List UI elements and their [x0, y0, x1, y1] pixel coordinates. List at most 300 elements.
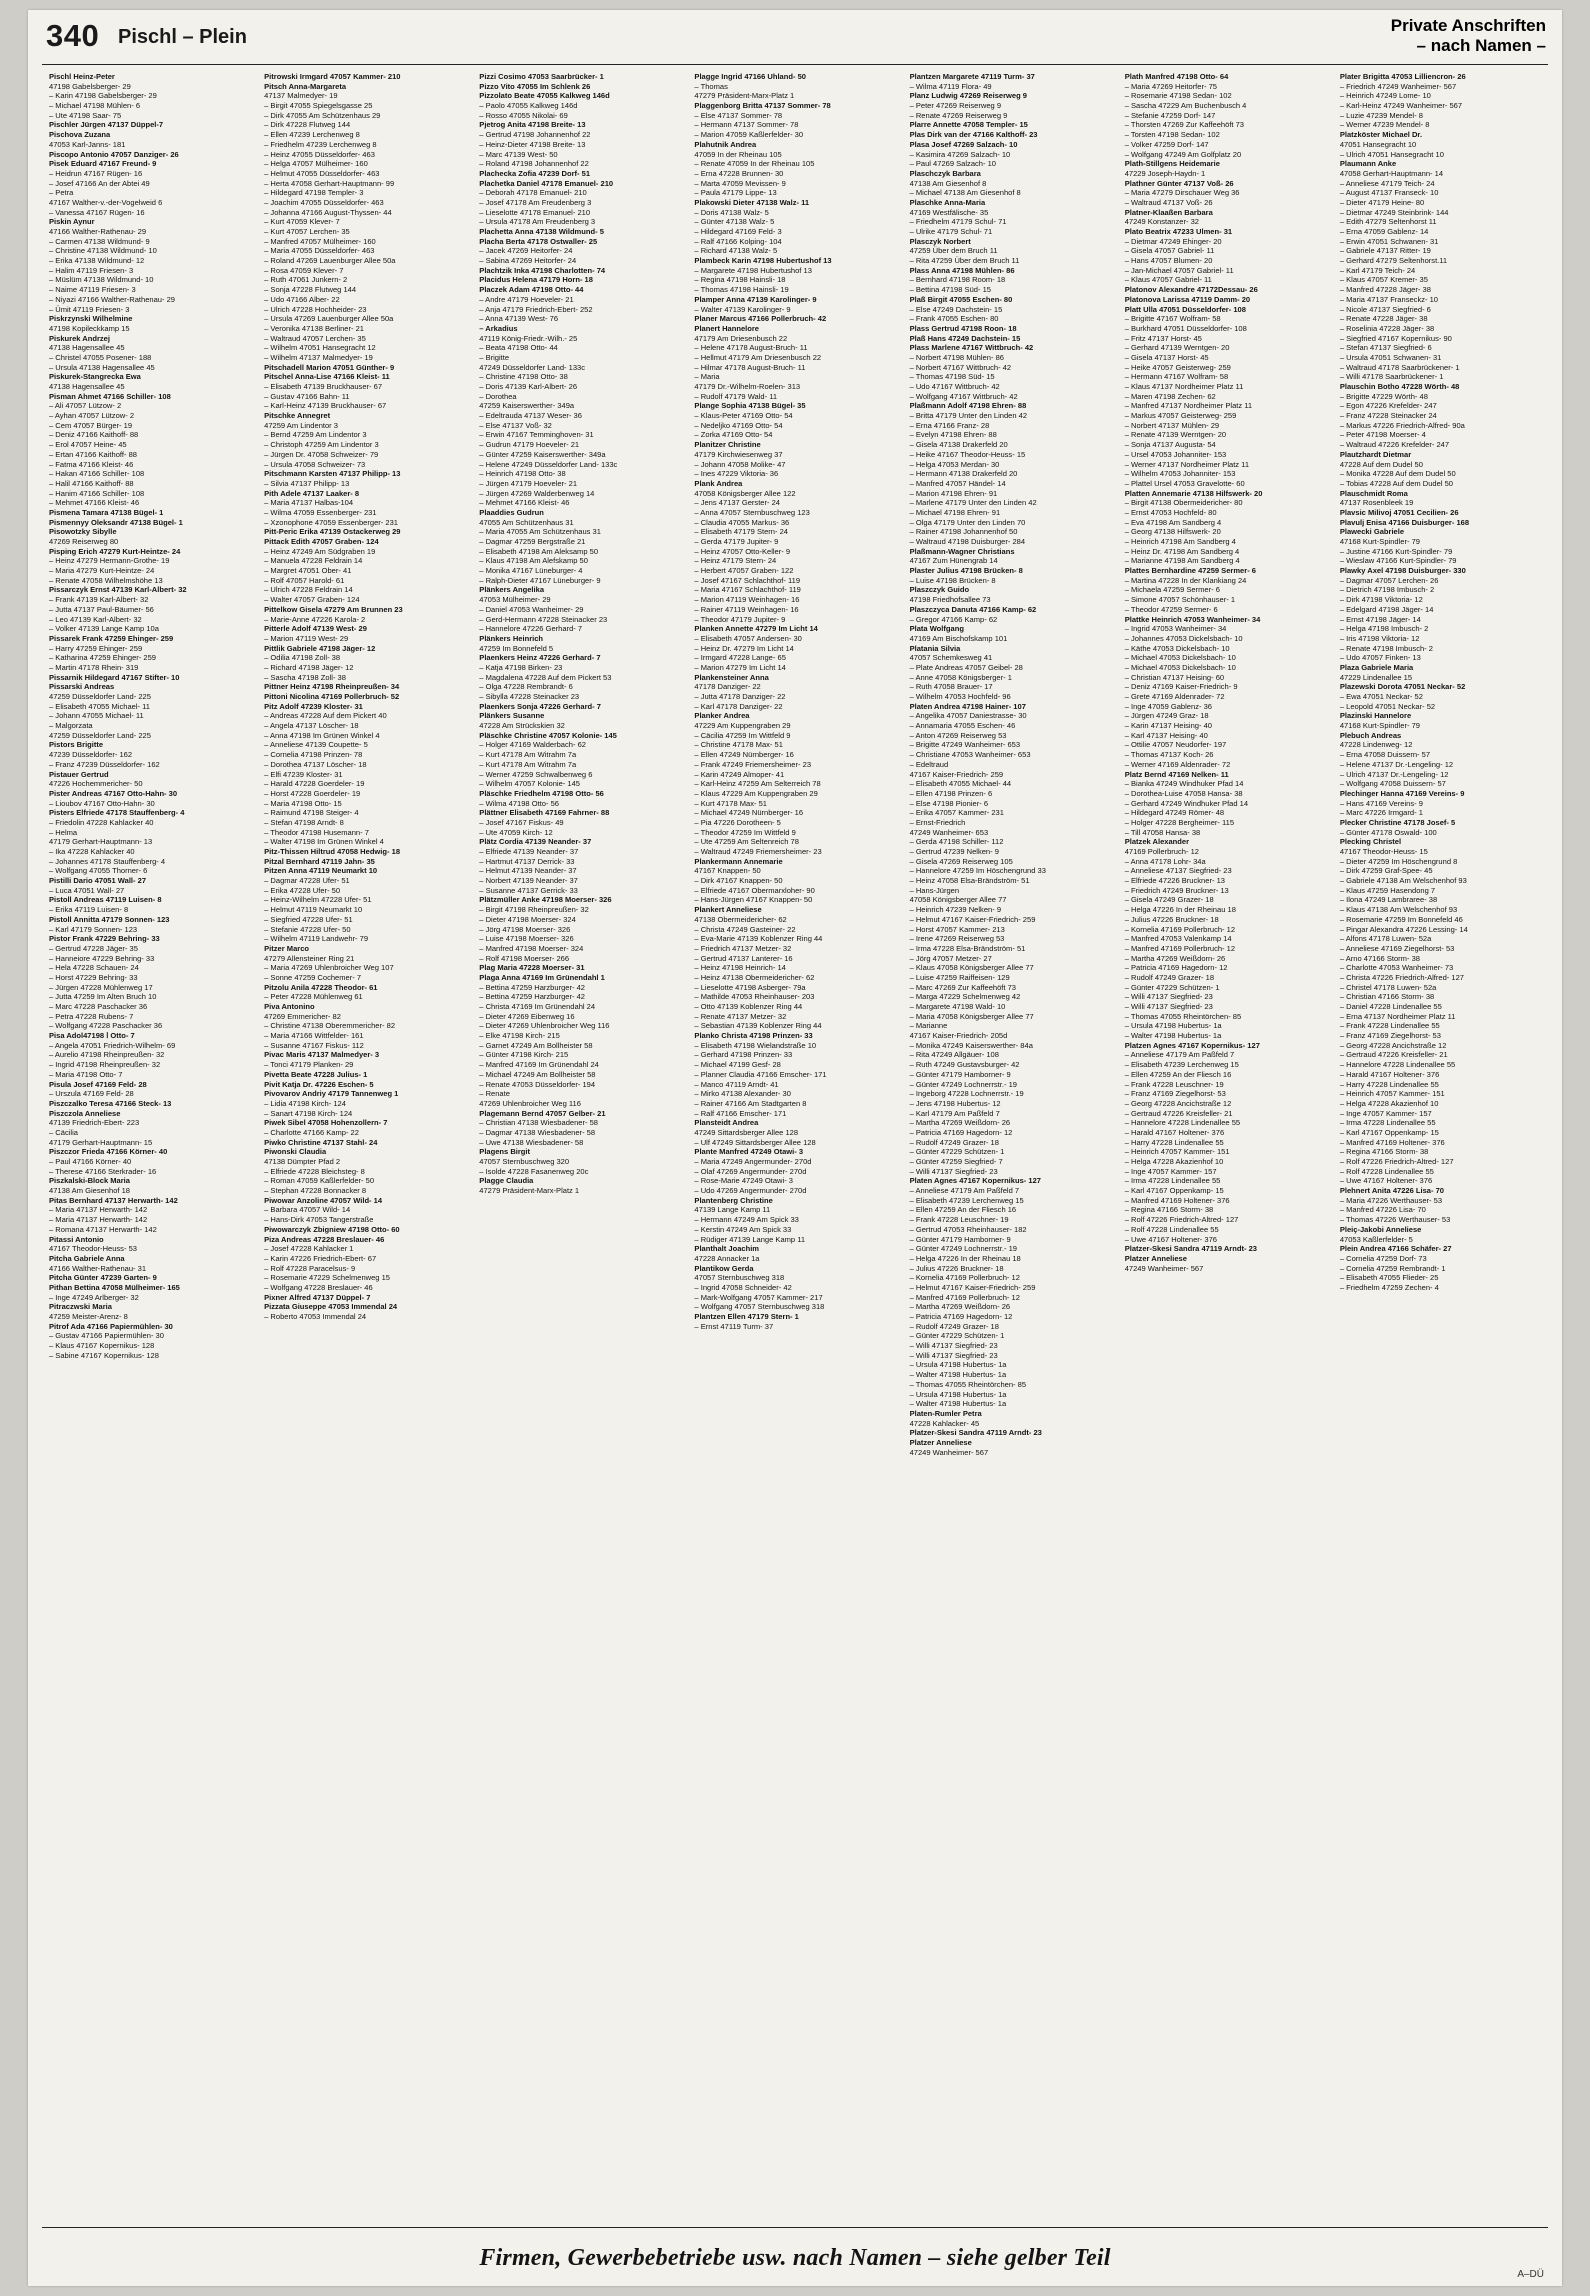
footer-code: A–DÜ — [1517, 2269, 1544, 2280]
directory-entry-line: – Erika 47119 Luisen- 8 — [49, 905, 129, 915]
directory-entry-line: – Gertraud 47226 Kreisfeller- 21 — [1339, 1050, 1448, 1060]
directory-entry-name: Pittlik Gabriele 47198 Jäger- 12 — [264, 643, 376, 653]
directory-entry-line: – Helmut 47167 Kaiser-Friedrich- 259 — [909, 1282, 1036, 1292]
directory-entry-line: – Bettina 47259 Harzburger- 42 — [479, 992, 586, 1002]
directory-entry-line: – Doris 47138 Walz- 5 — [694, 207, 769, 217]
directory-entry-line: – Dietrich 47198 Imbusch- 2 — [1339, 585, 1435, 595]
directory-entry-line: – Klaus 47137 Nordheimer Platz 11 — [1124, 382, 1244, 391]
directory-entry-line: 47058 Gerhart-Hauptmann- 14 — [1339, 168, 1444, 178]
directory-entry-line: – Holger 47169 Walderbach- 62 — [479, 740, 586, 750]
directory-entry-line: – Veronika 47138 Berliner- 21 — [264, 323, 364, 333]
directory-entry-name: Planert Hannelore — [694, 323, 760, 333]
directory-entry-line: 47259 Kaiserswerther- 349a — [479, 401, 575, 411]
directory-entry-line: – Heinrich 47239 Nelken- 9 — [909, 905, 1002, 915]
directory-entry-line: – Hermann 47167 Wolfram- 58 — [1124, 372, 1229, 382]
directory-entry-line: 47279 Präsident-Marx-Platz 1 — [479, 1186, 580, 1196]
directory-entry-line: – Pia 47226 Dorotheen- 5 — [694, 817, 781, 827]
directory-entry-name: Plato Beatrix 47233 Ulmen- 31 — [1124, 227, 1233, 236]
directory-entry-name: Pisman Ahmet 47166 Schiller- 108 — [49, 391, 171, 401]
directory-entry-line: – Ursula 47269 Lauenburger Allee 50a — [264, 314, 394, 324]
directory-entry-line: – Edeltraud — [909, 759, 949, 769]
directory-entry-line: 47169 Westfälische- 35 — [909, 207, 989, 217]
directory-entry-line: 47178 Danziger- 22 — [694, 682, 761, 692]
directory-entry-line: – Bettina 47259 Harzburger- 42 — [479, 982, 586, 992]
directory-entry-line: – Ertan 47166 Kaithoff- 88 — [49, 449, 137, 459]
directory-entry-line: – Marc 47228 Paschacker 36 — [49, 1002, 148, 1011]
directory-entry-line: – Hakan 47166 Schiller- 108 — [49, 469, 145, 479]
directory-entry-line: – Katharina 47259 Ehinger- 259 — [49, 653, 156, 663]
directory-entry-line: – Erwin 47051 Schwanen- 31 — [1339, 236, 1439, 246]
directory-entry-line: 47249 Düsseldorfer Land- 133c — [479, 362, 586, 372]
directory-entry-line: – Willi 47137 Siegfried- 23 — [1124, 1002, 1213, 1011]
directory-entry-line: – Heinz Dr. 47198 Am Sandberg 4 — [1124, 546, 1240, 556]
directory-entry-line: – Hans 47057 Blumen- 20 — [1124, 256, 1213, 266]
directory-entry-name: Pixner Alfred 47137 Düppel- 7 — [264, 1292, 371, 1302]
directory-entry-name: Pithan Bettina 47058 Mülheimer- 165 — [49, 1282, 180, 1292]
directory-entry-line: – Marga 47229 Schelmenweg 42 — [909, 992, 1021, 1002]
directory-entry-line: – Udo 47269 Angermunder- 270d — [694, 1186, 807, 1196]
directory-entry-line: 47139 Lange Kamp 11 — [694, 1205, 771, 1215]
directory-entry-line: – Dirk 47228 Flutweg 144 — [264, 120, 351, 130]
directory-entry-line: – Gabriele 47138 Am Welschenhof 93 — [1339, 876, 1467, 886]
directory-entry-line: – Klaus 47167 Kopernikus- 128 — [49, 1341, 155, 1351]
directory-entry-line: – Petra 47228 Rubens- 7 — [49, 1011, 134, 1021]
directory-entry-line: – Sascha 47198 Zoll- 38 — [264, 672, 346, 682]
directory-entry-line: – Michael 47053 Dickelsbach- 10 — [1124, 653, 1236, 663]
directory-entry-line: – Marc 47226 Irmgard- 1 — [1339, 808, 1423, 818]
directory-entry-line: – Annamaria 47055 Eschen- 46 — [909, 721, 1016, 731]
directory-entry-line: – Siegfried 47167 Kopernikus- 90 — [1339, 333, 1452, 343]
directory-entry-line: – Ellen 47239 Lerchenweg 8 — [264, 130, 360, 140]
directory-entry-name: Plass Anna 47198 Mühlen- 86 — [909, 265, 1015, 275]
directory-entry-name: Pismennyy Oleksandr 47138 Bügel- 1 — [49, 517, 183, 527]
directory-entry-line: – Jürgen 47269 Walderbenweg 14 — [479, 488, 595, 498]
directory-column — [1118, 72, 1333, 2210]
directory-entry-name: Piwko Christine 47137 Stahl- 24 — [264, 1137, 378, 1147]
directory-entry-name: Plamper Anna 47139 Karolinger- 9 — [694, 294, 817, 304]
directory-entry-line: – Roman 47059 Kaßlerfelder- 50 — [264, 1176, 375, 1186]
directory-entry-name: Pizzo Vito 47055 Im Schlenk 26 — [479, 81, 591, 91]
directory-entry-line: – Thorsten 47269 Zur Kaffeehöft 73 — [1124, 120, 1245, 130]
directory-entry-line: – Willi 47137 Siegfried- 23 — [909, 1350, 998, 1360]
directory-entry-line: – Mark-Wolfgang 47057 Kammer- 217 — [694, 1292, 823, 1302]
directory-entry-line: – Wolfgang 47058 Duissern- 57 — [1339, 779, 1446, 789]
directory-entry-line: – Ursula 47138 Hagensallee 45 — [49, 362, 155, 372]
directory-entry-line: – Frank 47139 Karl-Albert- 32 — [49, 595, 149, 605]
directory-entry-line: – Thomas 47198 Hainsli- 19 — [694, 285, 789, 295]
directory-entry-line: – Anna 47057 Sternbuschweg 123 — [694, 507, 810, 517]
directory-entry-line: – Michael 47199 Gesf- 28 — [694, 1060, 781, 1070]
directory-entry-line: – Jens 47137 Gerster- 24 — [694, 498, 781, 508]
directory-entry-name: Plätzmüller Anke 47198 Moerser- 326 — [479, 895, 612, 905]
directory-entry-line: 47138 Hagensallee 45 — [49, 382, 125, 391]
directory-entry-line: – Norbert 47198 Mühlen- 86 — [909, 352, 1004, 362]
directory-entry-line: – Michael 47249 Am Bollheister 58 — [479, 1069, 596, 1079]
directory-entry-line: – Klaus 47138 Am Welschenhof 93 — [1339, 905, 1458, 915]
directory-entry-line: – Justine 47166 Kurt-Spindler- 79 — [1339, 546, 1453, 556]
directory-entry-line: – Peter 47269 Reiserweg 9 — [909, 101, 1002, 111]
directory-entry-line: 47179 Dr.-Wilhelm-Roelen- 313 — [694, 382, 801, 391]
directory-entry-name: Pittack Edith 47057 Graben- 124 — [264, 537, 379, 546]
directory-entry-line: – Renate 47269 Reiserweg 9 — [909, 110, 1008, 120]
directory-entry-line: – Sebastian 47139 Koblenzer Ring 44 — [694, 1021, 822, 1031]
directory-entry-line: – Brigitte — [479, 352, 510, 362]
directory-page — [28, 10, 1562, 2286]
directory-entry-name: Plazewski Dorota 47051 Neckar- 52 — [1339, 682, 1466, 692]
directory-entry-line: – Magdalena 47228 Auf dem Pickert 53 — [479, 672, 612, 682]
directory-entry-name: Plawecki Gabriele — [1339, 527, 1405, 537]
directory-entry-line: – Roselinia 47228 Jäger- 38 — [1339, 323, 1435, 333]
directory-entry-name: Plaga Anna 47169 Im Grünendahl 1 — [479, 972, 605, 982]
directory-entry-line: – Rolf 47228 Lindenallee 55 — [1124, 1224, 1219, 1234]
directory-entry-name: Pitzal Bernhard 47119 Jahn- 35 — [264, 856, 375, 866]
directory-entry-name: Plazinski Hannelore — [1339, 711, 1412, 721]
directory-entry-name: Pläschke Friedhelm 47198 Otto- 56 — [479, 788, 604, 798]
directory-entry-line: – Kornelia 47169 Pollerbruch- 12 — [1124, 924, 1236, 934]
directory-entry-line: – Rolf 47198 Moerser- 266 — [479, 953, 570, 963]
directory-entry-line: – Ursula 47051 Schwanen- 31 — [1339, 352, 1442, 362]
directory-entry-line: – Uwe 47167 Holtener- 376 — [1339, 1176, 1433, 1186]
directory-entry-line: – Maria 47137 Halbas-104 — [264, 498, 354, 508]
directory-entry-line: – Monika 47167 Lüneburger- 4 — [479, 566, 583, 576]
directory-entry-name: Plachtzik Inka 47198 Charlotten- 74 — [479, 265, 606, 275]
directory-entry-name: Pissarek Frank 47259 Ehinger- 259 — [49, 633, 174, 643]
directory-entry-line: – Birgit 47138 Obermeidericher- 80 — [1124, 498, 1243, 508]
directory-entry-line: – Renate 47058 Wilhelmshöhe 13 — [49, 575, 163, 585]
directory-entry-line: – Rita 47259 Über dem Bruch 11 — [909, 256, 1020, 266]
directory-entry-name: Plänkers Heinrich — [479, 633, 544, 643]
directory-entry-name: Pissarnik Hildegard 47167 Stifter- 10 — [49, 672, 180, 682]
directory-entry-line: – Sanart 47198 Kirch- 124 — [264, 1108, 353, 1118]
directory-entry-line: – Friedhelm 47239 Lerchenweg 8 — [264, 139, 377, 149]
directory-entry-line: – Lidia 47198 Kirch- 124 — [264, 1098, 346, 1108]
directory-entry-line: 47229 Joseph-Haydn- 1 — [1124, 168, 1206, 178]
directory-entry-line: 47167 Walther-v.-der-Vogelweid 6 — [49, 197, 163, 207]
directory-entry-name: Piva Antonino — [264, 1002, 315, 1011]
directory-entry-line: – Julius 47226 Bruckner- 18 — [909, 1263, 1004, 1273]
directory-entry-line: – Karin 47137 Heising- 40 — [1124, 721, 1212, 731]
directory-entry-line: – Friedrich 47137 Metzer- 32 — [694, 943, 792, 953]
directory-entry-line: – Rosemarie 47229 Schelmenweg 15 — [264, 1273, 390, 1283]
directory-entry-name: Plantikow Gerda — [694, 1263, 754, 1273]
directory-entry-line: – Christian 47166 Storm- 38 — [1339, 992, 1435, 1002]
directory-entry-line: – Gregor 47166 Kamp- 62 — [909, 614, 998, 624]
directory-entry-line: – Frank 47228 Leuschner- 19 — [909, 1215, 1009, 1225]
directory-entry-line: – Dieter 47269 Uhlenbroicher Weg 116 — [479, 1021, 610, 1031]
directory-entry-line: – Luise 47198 Moerser- 326 — [479, 934, 574, 944]
directory-entry-line: – Christine 47198 Otto- 38 — [479, 372, 568, 382]
directory-entry-line: – Günter 47259 Kaiserswerther- 349a — [479, 449, 606, 459]
directory-entry-line: – Helmut 47167 Kaiser-Friedrich- 259 — [909, 914, 1036, 924]
directory-entry-line: – Else 47137 Sommer- 78 — [694, 110, 783, 120]
directory-entry-line: – Angela 47137 Löscher- 18 — [264, 721, 359, 731]
directory-entry-line: – Dieter 47179 Heine- 80 — [1339, 197, 1425, 207]
directory-entry-line: – Helene 47137 Dr.-Lengeling- 12 — [1339, 759, 1454, 769]
directory-entry-line: – Luzie 47239 Mendel- 8 — [1339, 110, 1423, 120]
directory-entry-line: – Silvia 47137 Philipp- 13 — [264, 478, 350, 488]
directory-entry-name: Pitz-Thissen Hiltrud 47058 Hedwig- 18 — [264, 847, 401, 856]
directory-entry-line: – Ute 47259 Am Seltenreich 78 — [694, 837, 799, 847]
directory-entry-line: – Hans-Dirk 47053 Tangerstraße — [264, 1215, 374, 1225]
directory-entry-line: – August 47137 Franseck- 10 — [1339, 188, 1439, 198]
directory-entry-line: – Gustav 47166 Bahn- 11 — [264, 391, 350, 401]
directory-entry-line: – Rainer 47198 Johannenhof 50 — [909, 527, 1018, 537]
directory-entry-line: – Dieter 47198 Moerser- 324 — [479, 914, 576, 924]
directory-entry-line: – Rudolf 47249 Grazer- 18 — [909, 1321, 999, 1331]
directory-entry-line: 47198 Gabelsberger- 29 — [49, 81, 131, 91]
directory-entry-line: – Margarete 47198 Wald- 10 — [909, 1002, 1006, 1011]
directory-entry-line: – Anna 47198 Im Grünen Winkel 4 — [264, 730, 380, 740]
directory-entry-line: 47259 Düsseldorfer Land- 225 — [49, 692, 151, 701]
directory-entry-name: Plecker Christine 47178 Josef- 5 — [1339, 817, 1456, 827]
directory-entry-line: – Georg 47138 Hilfswerk- 20 — [1124, 527, 1221, 537]
directory-entry-line: – Mehmet 47166 Kleist- 46 — [49, 498, 140, 508]
directory-entry-line: – Klaus 47229 Am Kuppengraben 29 — [694, 788, 818, 798]
directory-entry-line: – Jürgen 47249 Graz- 18 — [1124, 711, 1209, 721]
directory-entry-line: – Harry 47228 Lindenallee 55 — [1339, 1079, 1439, 1089]
directory-entry-name: Plaß Hans 47249 Dachstein- 15 — [909, 333, 1021, 343]
directory-entry-line: – Johann 47055 Michael- 11 — [49, 711, 144, 721]
directory-entry-line: – Klaus 47198 Am Alefskamp 50 — [479, 556, 588, 566]
directory-entry-name: Plaza Gabriele Maria — [1339, 662, 1414, 672]
directory-entry-name: Plasa Josef 47269 Salzach- 10 — [909, 139, 1018, 149]
directory-entry-name: Pittner Heinz 47198 Rheinpreußen- 34 — [264, 682, 400, 692]
directory-entry-line: – Regina 47198 Hainsli- 18 — [694, 275, 786, 285]
directory-entry-line: – Helga 47228 Akazienhof 10 — [1339, 1098, 1439, 1108]
directory-entry-name: Plattke Heinrich 47053 Wanheimer- 34 — [1124, 614, 1261, 624]
directory-entry-line: – Deniz 47166 Kaithoff- 88 — [49, 430, 139, 440]
directory-entry-line: – Kurt 47178 Am Witrahm 7a — [479, 750, 577, 760]
directory-entry-line: – Kurt 47178 Am Witrahm 7a — [479, 759, 577, 769]
directory-entry-line: – Maria 47249 Angermunder- 270d — [694, 1157, 812, 1166]
directory-entry-name: Pitschadell Marion 47051 Günther- 9 — [264, 362, 395, 372]
directory-entry-line: – Hans-Jürgen — [909, 885, 960, 895]
directory-entry-line: – Thomas 47137 Koch- 26 — [1124, 750, 1214, 760]
directory-entry-line: – Edelgard 47198 Jäger- 14 — [1339, 604, 1434, 614]
directory-entry-line: – Malgorzata — [49, 721, 93, 731]
directory-entry-line: – Harald 47167 Holtener- 376 — [1124, 1127, 1225, 1137]
directory-entry-line: – Birgit 47198 Rheinpreußen- 32 — [479, 905, 589, 915]
directory-entry-line: – Josef 47166 An der Abtei 49 — [49, 178, 150, 188]
directory-entry-line: – Elisabeth 47179 Stern- 24 — [694, 527, 788, 537]
directory-entry-line: – Gerhard 47279 Seltenhorst.11 — [1339, 256, 1448, 266]
directory-entry-name: Plänkers Angelika — [479, 585, 545, 595]
directory-entry-name: Plaschke Anna-Maria — [909, 197, 986, 207]
directory-entry-line: 47137 Malmedyer- 19 — [264, 91, 338, 101]
directory-entry-name: Plawky Axel 47198 Duisburger- 330 — [1339, 566, 1466, 576]
directory-entry-line: – Bernd 47259 Am Lindentor 3 — [264, 430, 367, 440]
directory-entry-line: 47167 Zum Hünengrab 14 — [909, 556, 998, 566]
directory-entry-line: – Helene 47178 August-Bruch- 11 — [694, 343, 808, 353]
directory-entry-line: – Renate 47053 Düsseldorfer- 194 — [479, 1079, 596, 1089]
directory-entry-line: – Elfriede 47226 Bruckner- 13 — [1124, 876, 1225, 886]
directory-entry-line: – Hellmut 47179 Am Driesenbusch 22 — [694, 352, 822, 362]
directory-entry-line: – Mathilde 47053 Rheinhauser- 203 — [694, 992, 815, 1002]
directory-entry-name: Plarre Annette 47058 Templer- 15 — [909, 120, 1028, 130]
directory-entry-line: – Gisela 47138 Drakerfeld 20 — [909, 440, 1008, 450]
directory-entry-line: – Rudolf 47179 Wald- 11 — [694, 391, 778, 401]
directory-entry-name: Pistilli Dario 47051 Wall- 27 — [49, 876, 147, 886]
directory-entry-line: 47167 Theodor-Heuss- 53 — [49, 1244, 137, 1254]
directory-entry-line: – Günter 47229 Schützen- 1 — [909, 1147, 1005, 1157]
directory-entry-line: 47167 Theodor-Heuss- 15 — [1339, 847, 1428, 856]
directory-entry-line: – Cornelia 47259 Dorf- 73 — [1339, 1253, 1427, 1263]
directory-entry-line: – Marion 47119 West- 29 — [264, 633, 349, 643]
directory-entry-line: – Wilma 47059 Essenberger- 231 — [264, 507, 377, 517]
directory-entry-line: 47279 Allensteiner Ring 21 — [264, 953, 355, 963]
directory-entry-name: Plaßmann-Wagner Christians — [909, 546, 1015, 556]
directory-entry-line: – Rolf 47226 Friedrich-Altred- 127 — [1124, 1215, 1239, 1225]
directory-entry-line: – Dietmar 47249 Ehinger- 20 — [1124, 236, 1222, 246]
directory-entry-line: 47058 Königsberger Allee 122 — [694, 488, 796, 498]
directory-entry-line: – Jan-Michael 47057 Gabriel- 11 — [1124, 265, 1234, 275]
directory-entry-name: Pitterle Adolf 47139 West- 29 — [264, 624, 367, 634]
directory-entry-line: – Wilma 47119 Flora- 49 — [909, 81, 992, 91]
directory-entry-line: – Norbert 47139 Neander- 37 — [479, 876, 578, 886]
directory-entry-line: – Irmgard 47228 Lange- 65 — [694, 653, 786, 663]
directory-entry-name: Pisula Josef 47169 Feld- 28 — [49, 1079, 147, 1089]
directory-entry-line: – Jörg 47198 Moerser- 326 — [479, 924, 571, 934]
directory-entry-line: – Marianne 47198 Am Sandberg 4 — [1124, 556, 1240, 566]
directory-entry-line: – Heinz 47057 Otto-Keller- 9 — [694, 546, 791, 556]
directory-entry-line: – Uwe 47167 Holtener- 376 — [1124, 1234, 1218, 1244]
directory-entry-line: – Theodor 47198 Husemann- 7 — [264, 827, 369, 837]
directory-entry-name: Pissarczyk Ernst 47139 Karl-Albert- 32 — [49, 585, 187, 595]
directory-entry-line: – Hildegard 47249 Römer- 48 — [1124, 808, 1225, 818]
directory-entry-line: – Elfriede 47228 Bleichsteg- 8 — [264, 1166, 365, 1176]
directory-entry-name: Planz Ludwig 47269 Reiserweg 9 — [909, 91, 1028, 101]
directory-entry-line: – Jens 47198 Hubertus- 12 — [909, 1098, 1001, 1108]
directory-entry-line: 47198 Kopileckkamp 15 — [49, 323, 130, 333]
directory-entry-name: Plavsic Milivoj 47051 Cecilien- 26 — [1339, 507, 1459, 517]
directory-entry-line: – Walter 47198 Hubertus- 1a — [909, 1370, 1007, 1380]
directory-column — [472, 72, 687, 2210]
directory-column — [42, 72, 257, 2210]
directory-entry-line: – Olga 47228 Rembrandt- 6 — [479, 682, 573, 692]
directory-entry-line: 47228 Am Strückskien 32 — [479, 721, 565, 731]
directory-entry-line: 47138 Am Giesenhof 8 — [909, 178, 987, 188]
directory-entry-line: – Luise 47198 Brücken- 8 — [909, 575, 996, 585]
directory-entry-line: – Waltraud 47249 Friemersheimer- 23 — [694, 847, 822, 856]
header-section-line1: Private Anschriften — [1390, 16, 1546, 35]
directory-entry-line: – Deborah 47178 Emanuel- 210 — [479, 188, 587, 198]
directory-entry-line: – Ilona 47249 Lambraree- 38 — [1339, 895, 1438, 905]
directory-entry-line: 47226 Hochemmericher- 50 — [49, 779, 143, 789]
directory-entry-line: 47053 Kaßlerfelder- 5 — [1339, 1234, 1413, 1244]
directory-entry-line: – Helene 47249 Düsseldorfer Land- 133c — [479, 459, 618, 469]
directory-entry-name: Plagemann Bernd 47057 Gelber- 21 — [479, 1108, 606, 1118]
directory-entry-line: – Gerhard 47249 Windhuker Pfad 14 — [1124, 798, 1249, 808]
directory-entry-name: Plaumann Anke — [1339, 159, 1397, 169]
directory-entry-line: – Marion 47279 Im Licht 14 — [694, 662, 786, 672]
directory-entry-line: – Manfred 47169 Im Grünendahl 24 — [479, 1060, 599, 1070]
directory-entry-line: – Anna 47178 Lohr- 34a — [1124, 856, 1206, 866]
directory-entry-line: – Heinrich 47249 Lome- 10 — [1339, 91, 1431, 101]
directory-entry-line: – Markus 47226 Friedrich-Alfred- 90a — [1339, 420, 1465, 430]
directory-entry-line: – Heinz 47249 Am Südgraben 19 — [264, 546, 376, 556]
directory-entry-line: – Heidrun 47167 Rügen- 16 — [49, 168, 143, 178]
directory-entry-line: 47179 Kirchwiesenweg 37 — [694, 449, 783, 459]
directory-entry-line: – Richard 47198 Jäger- 12 — [264, 662, 354, 672]
directory-entry-line: – Johannes 47178 Stauffenberg- 4 — [49, 856, 166, 866]
directory-entry-line: – Helga 47226 In der Rheinau 18 — [1124, 905, 1236, 915]
directory-entry-line: – Herta 47058 Gerhart-Hauptmann- 99 — [264, 178, 395, 188]
directory-entry-line: – Elke 47198 Kirch- 215 — [479, 1031, 560, 1041]
directory-entry-line: – Ursula 47198 Hubertus- 1a — [909, 1389, 1007, 1399]
directory-entry-line: – Rainer 47166 Am Stadtgarten 8 — [694, 1098, 807, 1108]
directory-entry-line: – Karl 47178 Danziger- 22 — [694, 701, 783, 711]
directory-entry-line: – Manfred 47137 Nordheimer Platz 11 — [1124, 401, 1253, 411]
directory-entry-name: Platonova Larissa 47119 Damm- 20 — [1124, 294, 1251, 304]
directory-entry-name: Pizzata Giuseppe 47053 Immendal 24 — [264, 1302, 398, 1312]
directory-entry-line: – Cäcilia — [49, 1127, 78, 1137]
directory-entry-line: – Wilhelm 47053 Hochfeld- 96 — [909, 692, 1011, 701]
directory-entry-line: – Pingar Alexandra 47226 Lessing- 14 — [1339, 924, 1468, 934]
directory-entry-name: Plachetta Anna 47138 Wildmund- 5 — [479, 227, 604, 236]
directory-entry-line: – Anja 47179 Friedrich-Ebert- 252 — [479, 304, 593, 314]
directory-entry-line: – Manco 47119 Arndt- 41 — [694, 1079, 779, 1089]
directory-entry-line: – Monika 47228 Auf dem Dudel 50 — [1339, 469, 1456, 479]
directory-entry-name: Placzek Adam 47198 Otto- 44 — [479, 285, 584, 295]
directory-entry-line: – Ruth 47058 Brauer- 17 — [909, 682, 993, 692]
directory-entry-line: – Kurt 47178 Max- 51 — [694, 798, 767, 808]
directory-entry-line: – Gisela 47057 Gabriel- 11 — [1124, 246, 1215, 256]
directory-entry-name: Platner-Klaaßen Barbara — [1124, 207, 1213, 217]
directory-entry-line: – Cem 47057 Bürger- 19 — [49, 420, 133, 430]
directory-entry-line: – Ümit 47119 Friesen- 3 — [49, 304, 130, 314]
directory-entry-line: – Karl 47137 Heising- 40 — [1124, 730, 1208, 740]
header-rule — [42, 64, 1548, 65]
directory-entry-line: – Rose-Marie 47249 Otawi- 3 — [694, 1176, 793, 1186]
directory-entry-line: – Heinz-Dieter 47198 Breite- 13 — [479, 139, 586, 149]
directory-entry-line: – Monika 47249 Kaiserswerther- 84a — [909, 1040, 1033, 1050]
directory-entry-line: – Wilhelm 47057 Kolonie- 145 — [479, 779, 580, 789]
directory-entry-name: Pivac Maris 47137 Malmedyer- 3 — [264, 1050, 380, 1060]
directory-entry-line: – Dirk 47259 Graf-Spee- 45 — [1339, 866, 1433, 876]
directory-entry-name: Plag Maria 47228 Moerser- 31 — [479, 963, 585, 973]
directory-entry-line: – Maria 47137 Herwarth- 142 — [49, 1205, 148, 1215]
directory-entry-line: – Anton 47269 Reiserweg 53 — [909, 730, 1007, 740]
directory-entry-line: – Wieslaw 47166 Kurt-Spindler- 79 — [1339, 556, 1457, 566]
directory-entry-line: 47228 Annacker 1a — [694, 1253, 760, 1263]
directory-entry-line: – Karl 47167 Oppenkamp- 15 — [1339, 1127, 1439, 1137]
directory-entry-line: – Margret 47051 Ober- 41 — [264, 566, 352, 576]
directory-entry-name: Plavulj Enisa 47166 Duisburger- 168 — [1339, 517, 1470, 527]
page-title: Pischl – Plein — [118, 26, 247, 48]
directory-entry-line: – Brigitte 47249 Wanheimer- 653 — [909, 740, 1021, 750]
directory-entry-line: – Olaf 47269 Angermunder- 270d — [694, 1166, 807, 1176]
directory-entry-line: – Udo 47057 Finken- 13 — [1339, 653, 1421, 663]
directory-entry-line: – Wilhelm 47053 Johanniter- 153 — [1124, 469, 1236, 479]
directory-entry-line: – Siegfried 47228 Ufer- 51 — [264, 914, 353, 924]
directory-entry-line: – Rolf 47226 Friedrich-Altred- 127 — [1339, 1157, 1454, 1166]
directory-entry-name: Pistauer Gertrud — [49, 769, 109, 779]
directory-entry-line: – Harry 47228 Lindenallee 55 — [1124, 1137, 1224, 1147]
directory-entry-name: Pitassi Antonio — [49, 1234, 104, 1244]
directory-entry-line: – Gerda 47179 Jupiter- 9 — [694, 537, 779, 546]
directory-entry-line: – Odilia 47198 Zoll- 38 — [264, 653, 341, 663]
directory-entry-line: – Günter 47179 Hamborner- 9 — [909, 1069, 1011, 1079]
directory-entry-name: Platzer-Skesi Sandra 47119 Arndt- 23 — [909, 1428, 1042, 1438]
directory-entry-line: – Susanne 47167 Fiskus- 112 — [264, 1040, 364, 1050]
directory-entry-line: – Waltraud 47178 Saarbrückener- 1 — [1339, 362, 1460, 372]
directory-entry-line: – Maria 47198 Otto- 7 — [49, 1069, 123, 1079]
directory-entry-line: – Heinz 47279 Hermann-Grothe- 19 — [49, 556, 170, 566]
directory-entry-line: – Karin 47249 Almoper- 41 — [694, 769, 785, 779]
directory-entry-line: – Dagmar 47057 Lerchen- 26 — [1339, 575, 1439, 585]
directory-entry-line: 47198 Friedhofsallee 73 — [909, 595, 991, 605]
page-header — [28, 10, 1562, 66]
